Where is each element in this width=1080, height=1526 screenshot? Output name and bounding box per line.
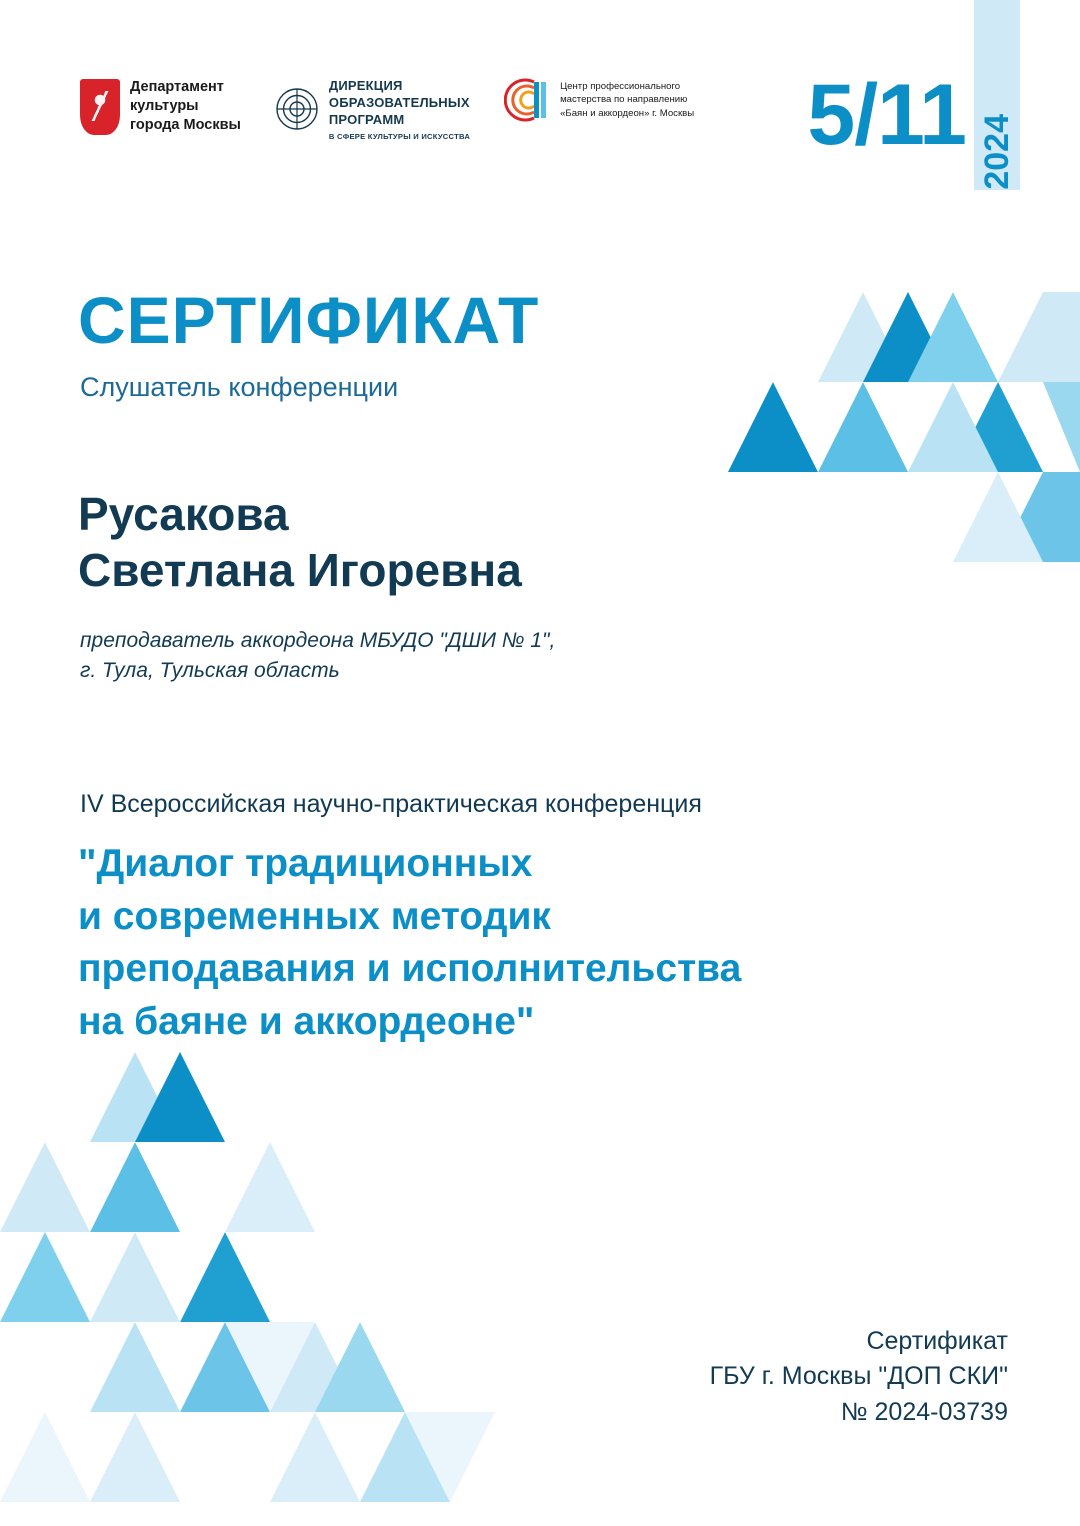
logo-moscow-culture-text [130,78,241,135]
date-year: 2024 [977,114,1016,190]
event-title [78,838,741,1049]
logo-bayan-center-text [560,80,694,120]
event-title-line-3: преподавания и исполнительства [78,947,742,991]
certificate-title: СЕРТИФИКАТ [78,283,540,357]
logo-line: ПРОГРАММ [328,111,405,127]
issuer-line-1: Сертификат [866,1326,1008,1355]
moscow-coat-of-arms-icon [80,79,120,135]
logo-line: ДИРЕКЦИЯ [328,78,403,93]
logo-dop [275,78,470,141]
certificate-issuer [710,1324,1008,1431]
event-title-line-2: и современных методик [78,894,551,938]
logo-line: города Москвы [130,117,241,134]
event-title-line-1: "Диалог традиционных [78,842,533,885]
logo-bayan-center [504,78,694,122]
certificate-subtitle: Слушатель конференции [80,372,399,402]
recipient-role-line-2: г. Тула, Тульская область [80,659,340,683]
event-title-line-4: на баяне и аккордеоне" [78,999,535,1043]
recipient-role [80,626,555,687]
event-subtitle: IV Всероссийская научно-практическая конференция [80,790,702,818]
logo-line: В СФЕРЕ КУЛЬТУРЫ И ИСКУССТВА [328,131,471,141]
logo-line: Центр профессионального [560,80,681,92]
logo-moscow-culture [80,78,241,135]
bayan-accordion-center-icon [504,78,550,122]
header-logos [80,78,694,141]
logo-line: Департамент [130,79,224,95]
issuer-line-2: ГБУ г. Москвы "ДОП СКИ" [709,1362,1008,1390]
recipient-name [78,486,522,598]
logo-line: культуры [130,98,199,115]
logo-line: «Баян и аккордеон» г. Москвы [560,107,695,119]
recipient-first-patronymic: Светлана Игоревна [78,544,522,597]
recipient-last-name: Русакова [78,488,289,540]
date-day-month: 5/11 [807,67,966,163]
date-year-box [974,0,1020,190]
certificate-number: № 2024-03739 [840,1397,1008,1426]
recipient-role-line-1: преподаватель аккордеона МБУДО "ДШИ № 1", [80,629,556,652]
dop-circles-icon [275,87,319,131]
logo-line: мастерства по направлению [560,94,688,106]
logo-line: ОБРАЗОВАТЕЛЬНЫХ [328,94,470,110]
logo-dop-text [329,78,470,141]
date-badge [807,0,1020,190]
